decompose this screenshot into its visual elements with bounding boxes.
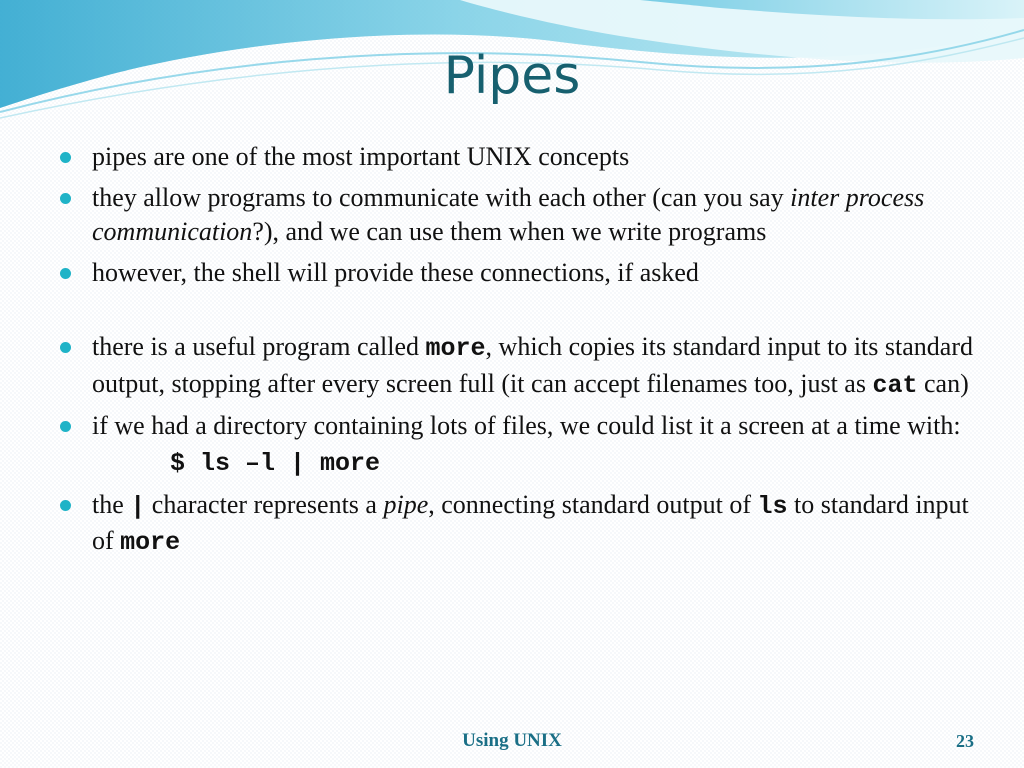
bullet-emphasis: pipe: [383, 489, 429, 519]
inline-code: more: [120, 528, 181, 557]
bullet-text: pipes are one of the most important UNIX concepts: [92, 142, 630, 171]
bullet-item: [58, 256, 978, 291]
command-example: $ ls –l | more: [170, 448, 381, 478]
bullet-text: to standard input of: [92, 489, 969, 555]
bullet-item: [58, 488, 978, 561]
inline-code: |: [130, 491, 146, 521]
bullet-text: the: [92, 489, 131, 519]
slide-title: Pipes: [443, 46, 581, 106]
bullet-item: [58, 181, 978, 250]
bullet-dot-icon: [60, 342, 71, 353]
bullet-text: they allow programs to communicate with each other (can you say: [92, 182, 791, 212]
bullet-dot-icon: [60, 152, 71, 163]
bullet-dot-icon: [60, 268, 71, 279]
bullet-text: if we had a directory containing lots of files, we could list it a screen at a time with:: [92, 411, 961, 440]
bullet-dot-icon: [60, 421, 71, 432]
inline-code: ls: [757, 491, 788, 521]
page-number: 23: [956, 731, 974, 751]
inline-code: cat: [872, 370, 918, 400]
bullet-text: however, the shell will provide these connections, if asked: [92, 257, 699, 287]
bullet-emphasis: inter process communication: [92, 182, 925, 246]
bullet-text: can): [917, 368, 969, 398]
bullet-dot-icon: [60, 500, 71, 511]
bullet-text: , which copies its standard input to its standard output, stopping after every screen full (it can accept filenames too, just as: [92, 332, 973, 398]
slide-footer: Using UNIX: [462, 730, 562, 751]
inline-code: more: [425, 334, 486, 363]
bullet-list: [58, 140, 978, 567]
bullet-text: , connecting standard output of: [428, 489, 758, 519]
bullet-text: ?), and we can use them when we write programs: [252, 217, 767, 246]
bullet-item: [58, 409, 978, 482]
bullet-text: character represents a: [145, 489, 384, 519]
bullet-text: there is a useful program called: [92, 332, 426, 361]
bullet-item: [58, 140, 978, 175]
bullet-item: [58, 330, 978, 403]
bullet-dot-icon: [60, 193, 71, 204]
